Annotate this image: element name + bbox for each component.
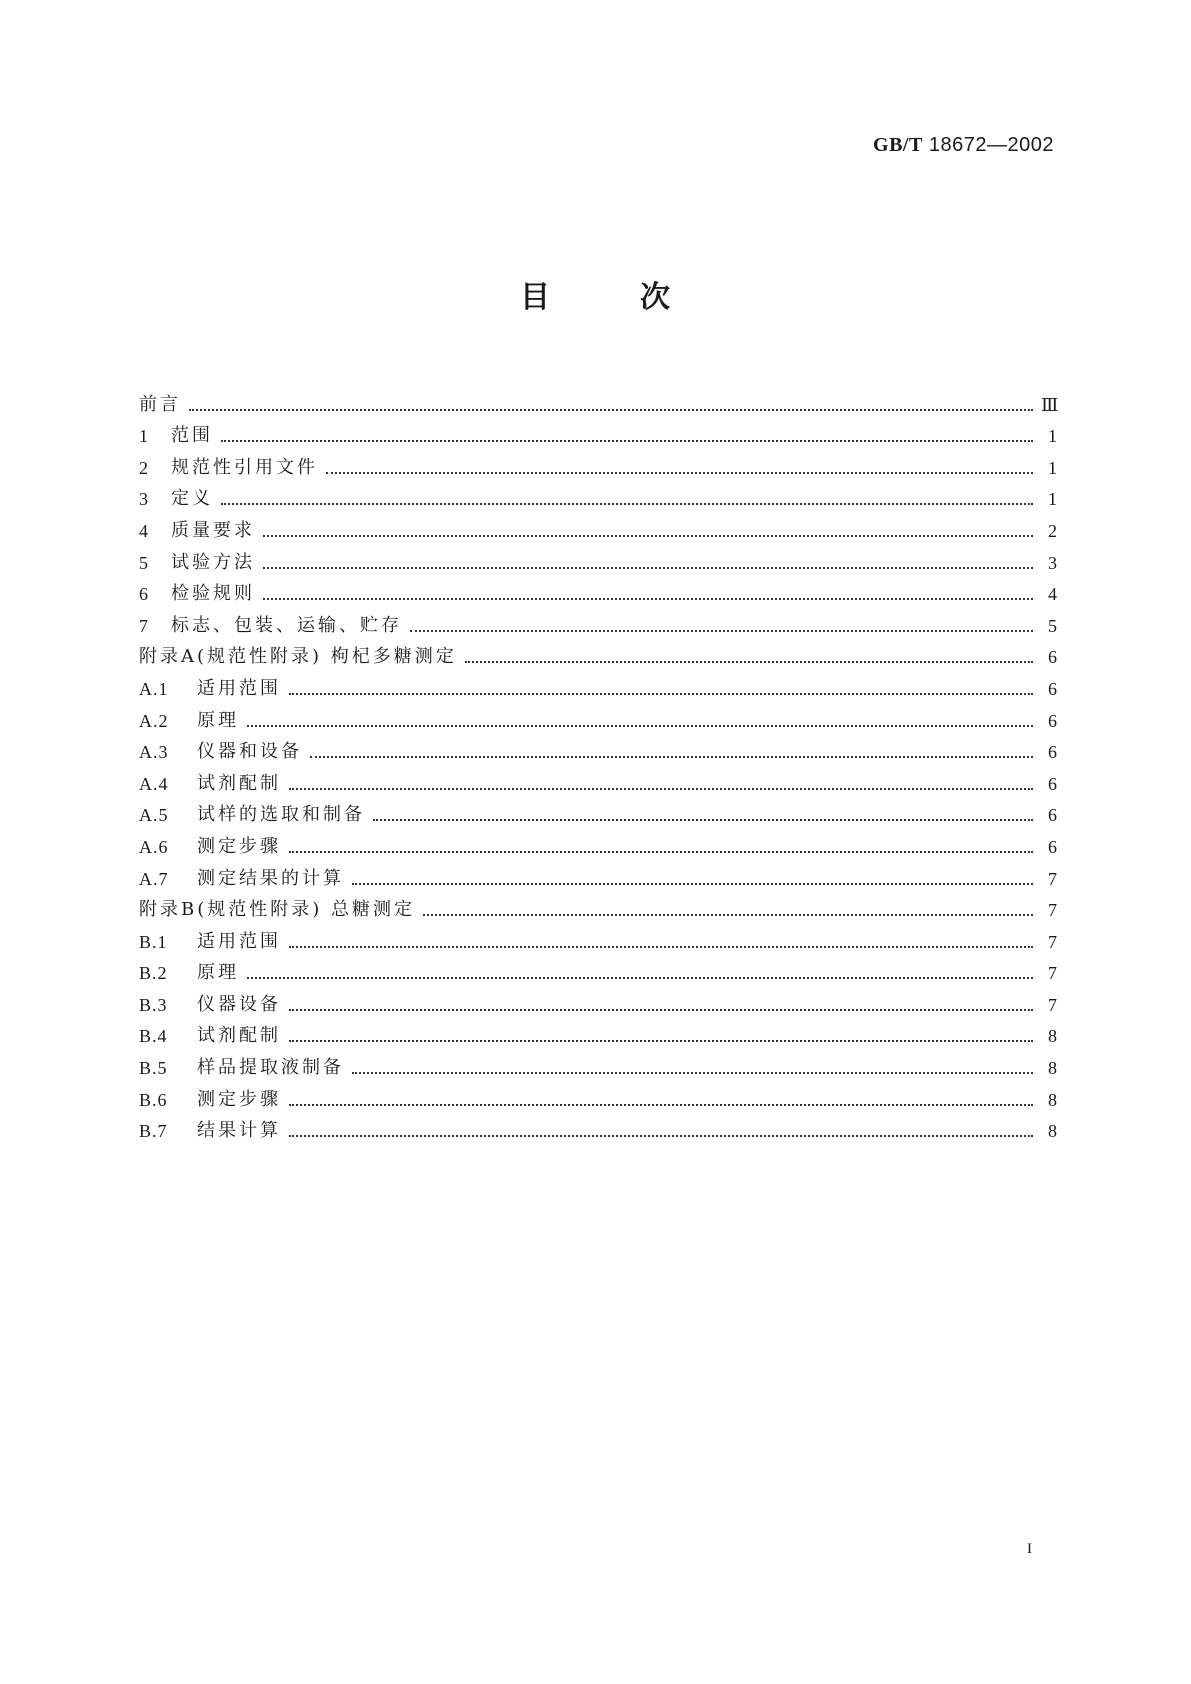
toc-entry-title: 试验方法 xyxy=(171,551,255,573)
standard-number: 18672—2002 xyxy=(928,134,1054,156)
toc-entry-page: Ⅲ xyxy=(1041,394,1059,415)
toc-entry-title: 试剂配制 xyxy=(197,1025,281,1047)
toc-entry-number: 5 xyxy=(139,552,149,573)
toc-dot-leader xyxy=(289,1135,1033,1137)
toc-entry-page: 8 xyxy=(1048,1121,1057,1142)
toc-dot-leader xyxy=(247,977,1033,979)
toc-entry-number: A.3 xyxy=(139,742,169,763)
toc-entry-page: 8 xyxy=(1048,1058,1057,1079)
toc-entry-title: 适用范围 xyxy=(197,677,281,699)
page-title-char-2: 次 xyxy=(640,280,670,315)
toc-entry-page: 6 xyxy=(1048,805,1057,826)
toc-dot-leader xyxy=(310,756,1033,758)
toc-entry-title: 质量要求 xyxy=(171,519,255,541)
toc-entry-page: 7 xyxy=(1048,963,1057,984)
toc-dot-leader xyxy=(189,409,1033,411)
toc-dot-leader xyxy=(289,1009,1033,1011)
toc-entry[interactable] xyxy=(139,953,1057,985)
toc-entry-page: 7 xyxy=(1048,994,1057,1015)
toc-entry[interactable] xyxy=(139,542,1057,574)
toc-entry-number: 3 xyxy=(139,489,149,510)
toc-entry-number: B.3 xyxy=(139,994,168,1015)
standard-code xyxy=(873,134,1054,157)
toc-entry[interactable] xyxy=(139,921,1057,953)
toc-dot-leader xyxy=(289,693,1033,695)
toc-entry-page: 7 xyxy=(1048,900,1057,921)
page-title xyxy=(520,280,670,316)
toc-dot-leader xyxy=(263,567,1033,569)
toc-entry-page: 6 xyxy=(1048,836,1057,857)
toc-entry-title: 标志、包装、运输、贮存 xyxy=(171,614,402,636)
toc-entry-page: 4 xyxy=(1048,584,1057,605)
toc-entry[interactable] xyxy=(139,1079,1057,1111)
toc-entry-title: 样品提取液制备 xyxy=(197,1057,344,1079)
toc-entry[interactable] xyxy=(139,510,1057,542)
toc-dot-leader xyxy=(289,946,1033,948)
toc-entry-number: A.4 xyxy=(139,773,169,794)
toc-entry-number: 6 xyxy=(139,584,149,605)
toc-entry-title: 测定结果的计算 xyxy=(197,867,344,889)
toc-dot-leader xyxy=(221,440,1033,442)
toc-dot-leader xyxy=(352,1072,1033,1074)
table-of-contents xyxy=(139,384,1057,1142)
toc-entry-number: A.6 xyxy=(139,836,169,857)
toc-dot-leader xyxy=(263,535,1033,537)
toc-dot-leader xyxy=(326,472,1033,474)
toc-entry[interactable] xyxy=(139,700,1057,732)
toc-entry[interactable] xyxy=(139,1016,1057,1048)
toc-dot-leader xyxy=(410,630,1033,632)
toc-entry[interactable] xyxy=(139,826,1057,858)
toc-entry-title: 附录B(规范性附录) 总糖测定 xyxy=(139,899,415,921)
toc-entry-page: 6 xyxy=(1048,647,1057,668)
toc-entry-title: 原理 xyxy=(197,962,239,984)
toc-entry-number: B.6 xyxy=(139,1089,168,1110)
toc-entry-title: 附录A(规范性附录) 枸杞多糖测定 xyxy=(139,646,457,668)
toc-entry-title: 适用范围 xyxy=(197,930,281,952)
toc-entry[interactable] xyxy=(139,447,1057,479)
toc-entry-number: A.2 xyxy=(139,710,169,731)
toc-entry[interactable] xyxy=(139,795,1057,827)
toc-dot-leader xyxy=(263,598,1033,600)
toc-entry-title: 仪器设备 xyxy=(197,993,281,1015)
toc-entry[interactable] xyxy=(139,637,1057,669)
toc-entry-number: 2 xyxy=(139,457,149,478)
toc-entry[interactable] xyxy=(139,605,1057,637)
toc-entry-number: 1 xyxy=(139,426,149,447)
toc-entry-page: 6 xyxy=(1048,710,1057,731)
toc-entry-page: 6 xyxy=(1048,678,1057,699)
toc-entry-title: 规范性引用文件 xyxy=(171,456,318,478)
page-title-char-1: 目 xyxy=(520,280,550,315)
toc-entry[interactable] xyxy=(139,384,1057,416)
toc-dot-leader xyxy=(289,1104,1033,1106)
toc-dot-leader xyxy=(289,1040,1033,1042)
page-number: I xyxy=(1027,1541,1032,1557)
toc-entry[interactable] xyxy=(139,984,1057,1016)
toc-entry[interactable] xyxy=(139,763,1057,795)
toc-dot-leader xyxy=(352,883,1033,885)
toc-entry[interactable] xyxy=(139,890,1057,922)
toc-entry-page: 1 xyxy=(1048,457,1057,478)
toc-entry-title: 结果计算 xyxy=(197,1120,281,1142)
toc-dot-leader xyxy=(289,788,1033,790)
toc-dot-leader xyxy=(247,725,1033,727)
toc-entry[interactable] xyxy=(139,858,1057,890)
toc-entry-number: 4 xyxy=(139,520,149,541)
toc-entry-number: B.2 xyxy=(139,963,168,984)
toc-entry-number: A.5 xyxy=(139,805,169,826)
toc-entry-number: B.5 xyxy=(139,1058,168,1079)
toc-entry-number: B.4 xyxy=(139,1026,168,1047)
toc-entry-page: 5 xyxy=(1048,615,1057,636)
toc-dot-leader xyxy=(373,819,1033,821)
toc-entry-title: 测定步骤 xyxy=(197,1088,281,1110)
toc-entry-page: 8 xyxy=(1048,1089,1057,1110)
toc-entry[interactable] xyxy=(139,416,1057,448)
toc-entry-title: 检验规则 xyxy=(171,583,255,605)
toc-entry[interactable] xyxy=(139,1047,1057,1079)
toc-entry-title: 测定步骤 xyxy=(197,835,281,857)
toc-entry-number: 7 xyxy=(139,615,149,636)
toc-dot-leader xyxy=(465,661,1033,663)
toc-entry-number: B.7 xyxy=(139,1121,168,1142)
toc-dot-leader xyxy=(423,914,1033,916)
toc-entry-title: 试样的选取和制备 xyxy=(197,804,365,826)
toc-entry[interactable] xyxy=(139,479,1057,511)
toc-entry-title: 范围 xyxy=(171,425,213,447)
toc-dot-leader xyxy=(289,851,1033,853)
toc-entry-number: A.7 xyxy=(139,868,169,889)
toc-entry-page: 1 xyxy=(1048,426,1057,447)
toc-entry-title: 原理 xyxy=(197,709,239,731)
toc-entry-page: 6 xyxy=(1048,742,1057,763)
toc-entry-number: A.1 xyxy=(139,678,169,699)
toc-entry-page: 3 xyxy=(1048,552,1057,573)
toc-entry-title: 定义 xyxy=(171,488,213,510)
standard-prefix: GB/T xyxy=(873,134,923,156)
toc-entry-title: 仪器和设备 xyxy=(197,741,302,763)
toc-entry-title: 前言 xyxy=(139,393,181,415)
toc-entry[interactable] xyxy=(139,732,1057,764)
toc-entry-page: 8 xyxy=(1048,1026,1057,1047)
toc-dot-leader xyxy=(221,503,1033,505)
toc-entry-page: 7 xyxy=(1048,868,1057,889)
toc-entry-page: 2 xyxy=(1048,520,1057,541)
toc-entry-page: 7 xyxy=(1048,931,1057,952)
toc-entry-page: 1 xyxy=(1048,489,1057,510)
toc-entry[interactable] xyxy=(139,668,1057,700)
toc-entry-page: 6 xyxy=(1048,773,1057,794)
toc-entry-number: B.1 xyxy=(139,931,168,952)
toc-entry[interactable] xyxy=(139,1111,1057,1143)
toc-entry[interactable] xyxy=(139,574,1057,606)
toc-entry-title: 试剂配制 xyxy=(197,772,281,794)
